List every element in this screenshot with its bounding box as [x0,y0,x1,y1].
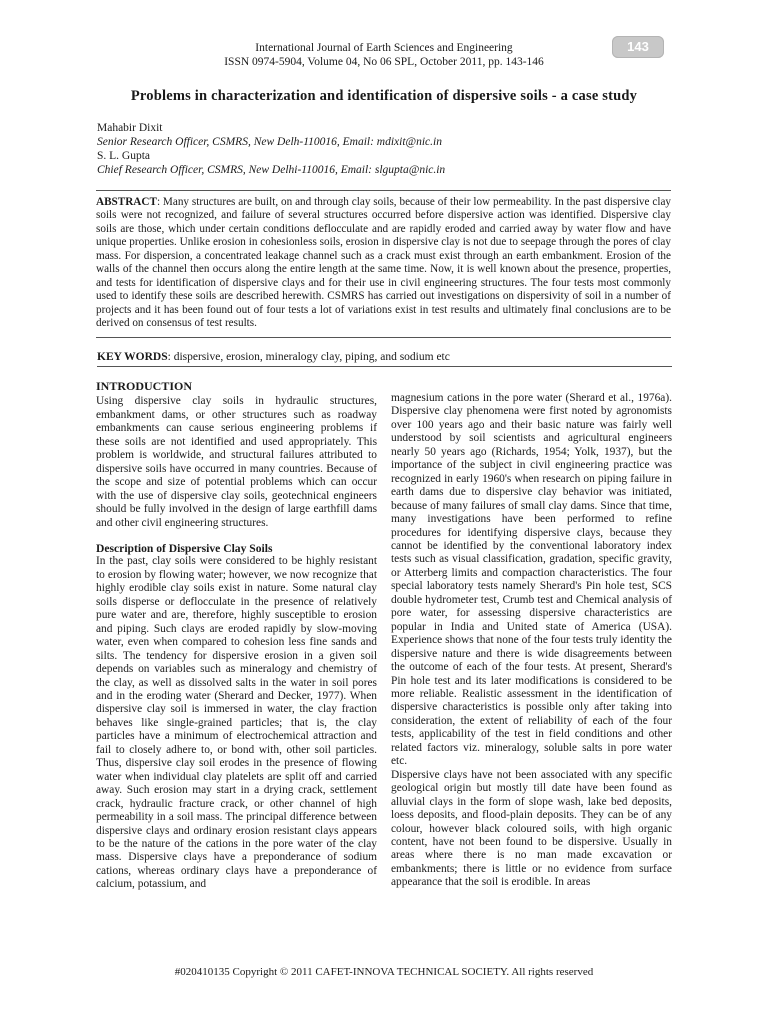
paragraph: magnesium cations in the pore water (Sherard et al., 1976a). Dispersive clay phenomena were first noted by agronomists over 100 years ago and their basic nature was fairly well understood by soil scientists and agricultural engineers nearly 50 years ago (Richards, 1954; Yolk, 1937), but the importance of the subject in civil engineering practice was recognized in early 1960's when research on piping failure in earth dams due to dispersive clay behavior was initiated, because of many failures of small clay dams. Since that time, many investigations have been performed to refine procedures for identifying dispersive clays, because they cannot be identified by the conventional laboratory index tests such as visual classification, gradation, specific gravity, or Atterberg limits and compaction characteristics. The four special laboratory tests namely Sherard's Pin hole test, SCS double hydrometer test, Crumb test and Chemical analysis of pore water, for assessing dispersive characteristics are popular in India and United state of America (USA). Experience shows that none of the four tests truly identity the dispersive nature and there is wide disagreements between the outcome of each of the four tests. At present, Sherard's Pin hole test and its later modifications is considered to be more reliable. Realistic assessment in the identification of dispersive characteristics is possible only after taking into consideration, the extent of reliability of each of the four tests, applicability of the test in field conditions and other related factors viz. mineralogy, soluble salts in pore water etc. [391,392,672,768]
section-heading-description: Description of Dispersive Clay Soils [96,541,273,555]
author-block [97,121,677,177]
journal-issn: ISSN 0974-5904, Volume 04, No 06 SPL, October 2011, pp. 143-146 [224,56,544,68]
abstract [96,190,671,338]
paragraph: Dispersive clays have not been associated with any specific geological origin but mostly till date have been found as alluvial clays in the form of slope wash, lake bed deposits, loess deposits, and flood-plain deposits. They can be of any colour, however black coloured soils, with high organic content, have not been found to be dispersive. Usually in areas where there is no man made excavation or embankments; there is little or no evidence from surface appearance that the soil is erodible. In areas [391,768,672,889]
author-affiliation: Senior Research Officer, CSMRS, New Delh-110016, Email: mdixit@nic.in [97,136,442,148]
paragraph: In the past, clay soils were considered to be highly resistant to erosion by flowing water; however, we now recognize that highly erodible clay soils exist in nature. Some natural clay soils disperse or deflocculate in the presence of relatively pure water and are, therefore, highly susceptible to erosion and piping. Such clays are eroded rapidly by slow-moving water, even when compared to cohesion less fine sands and silts. The tendency for dispersive erosion in a given soil depends on variables such as mineralogy and chemistry of the clay, as well as dissolved salts in the water in soil pores and in the eroding water (Sherard and Decker, 1977). When dispersive clay soil is immersed in water, the clay fraction behaves like single-grained particles; that is, the clay particles have a minimum of electrochemical attraction and fail to closely adhere to, or bond with, other soil particles. Thus, dispersive clay soil erodes in the presence of flowing water when individual clay platelets are split off and carried away. Such erosion may start in a drying crack, settlement crack, hydraulic fracture crack, or other channel of high permeability in a soil mass. The principal difference between dispersive clays and ordinary erosion resistant clays appears to be the nature of the cations in the pore water of the clay mass. Dispersive clays have a preponderance of sodium cations, whereas ordinary clays have a preponderance of calcium, potassium, and [96,555,377,891]
left-column [96,380,377,892]
author-name: S. L. Gupta [97,150,151,162]
paper-title: Problems in characterization and identification of dispersive soils - a case study [130,88,638,104]
copyright-footer: #020410135 Copyright © 2011 CAFET-INNOVA TECHNICAL SOCIETY. All rights reserved [174,966,594,978]
abstract-text: : Many structures are built, on and through clay soils, because of their low permeability. In the past dispersive clay soils were not recognized, and failure of several structures occurred before dispersive action was identified. Dispersive clay soils are those, which under certain conditions deflocculate and are rapidly eroded and carried away by water flow and have unique properties. Unlike erosion in cohesionless soils, erosion in dispersive clay is not due to seepage through the pores of clay mass. For dispersion, a concentrated leakage channel such as a crack must exist through an earth embankment. Erosion of the walls of the channel then occurs along the entire length at the same time. Now, it is well known about the presence, properties, and tests for identification of dispersive clays and for their use in civil engineering structures. The four tests most commonly used to identify these soils are described herewith. CSMRS has carried out investigations on dispersivity of soil in a number of projects and it has been found out of four tests a lot of variations exist in test results and ultimately final conclusions are to be derived on consensus of test results. [96,196,671,330]
section-heading-introduction: INTRODUCTION [96,379,193,393]
paragraph: Using dispersive clay soils in hydraulic structures, embankment dams, or other structures such as roadway embankments can cause serious engineering problems if these soils are not identified and used appropriately. This problem is worldwide, and structural failures attributed to dispersive soils have occurred in many countries. Because of the scope and size of potential problems which can occur with the use of dispersive clay soils, geotechnical engineers should be fully involved in the design of large earthfill dams and other civil engineering structures. [96,395,377,529]
keywords-label: KEY WORDS [97,351,168,363]
abstract-label: ABSTRACT [96,196,157,208]
author-affiliation: Chief Research Officer, CSMRS, New Delhi-110016, Email: slgupta@nic.in [97,164,446,176]
page-number-badge: 143 [612,36,664,58]
right-column [391,392,672,890]
keywords [97,351,672,367]
journal-name: International Journal of Earth Sciences and Engineering [255,42,513,54]
author-name: Mahabir Dixit [97,122,163,134]
keywords-text: : dispersive, erosion, mineralogy clay, piping, and sodium etc [167,351,450,363]
